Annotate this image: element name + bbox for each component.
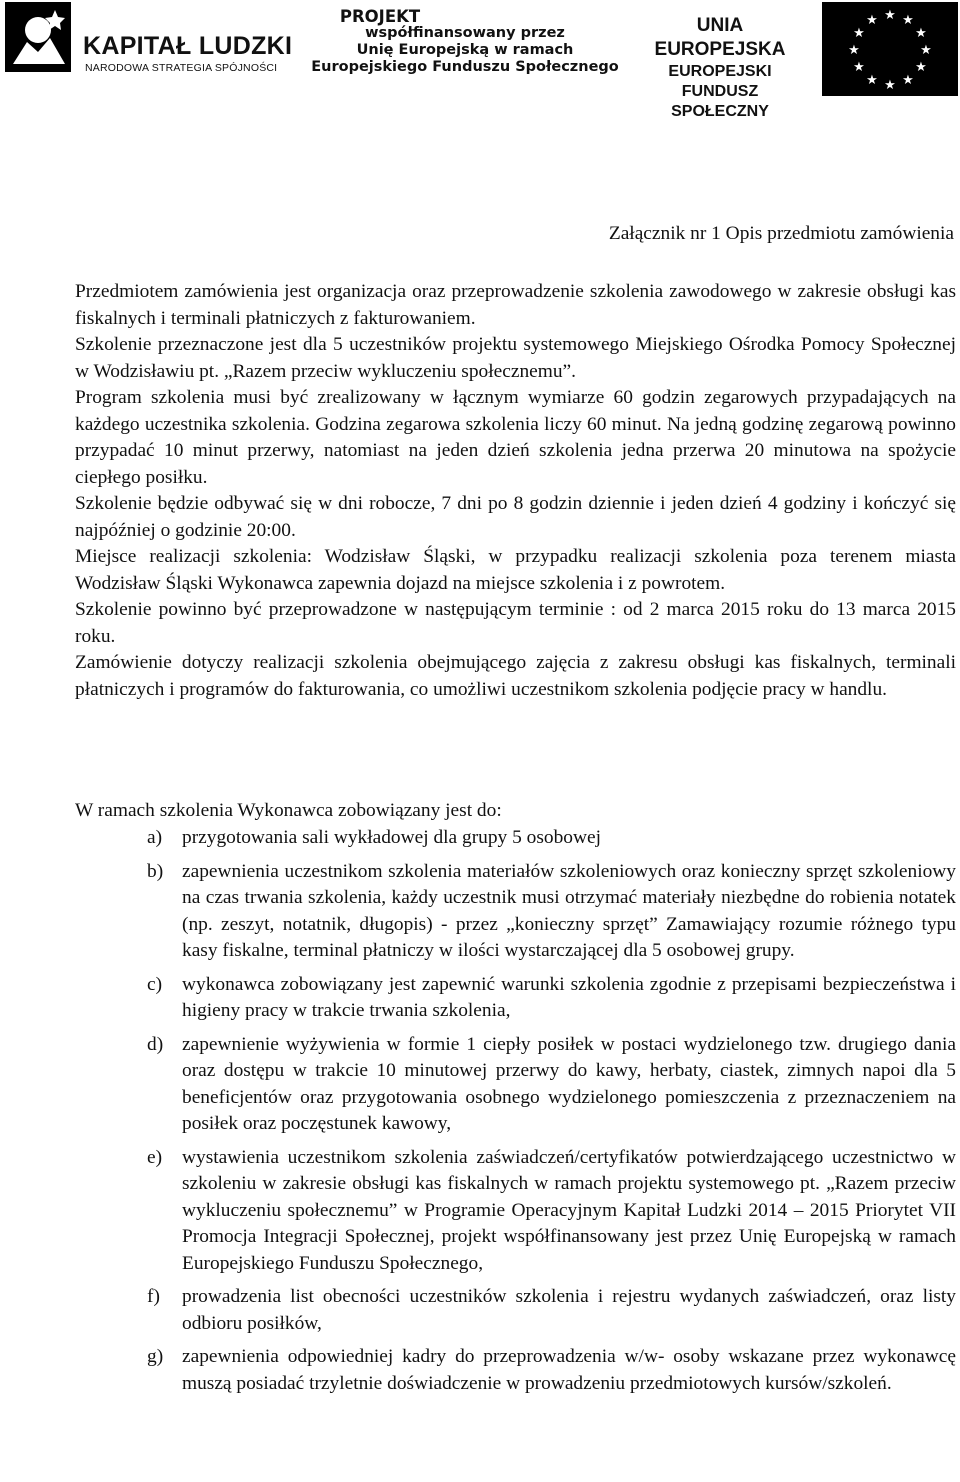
svg-text:★: ★: [848, 42, 860, 57]
svg-text:★: ★: [902, 72, 914, 87]
paragraph: Program szkolenia musi być zrealizowany w łącznym wymiarze 60 godzin zegarowych przypadających na każdego uczestnika szkolenia. Godzina zegarowa szkolenia liczy 60 minut. Na jedną godzinę zegarową powinno przypadać 10 minut przerwy, natomiast na jeden dzień szkolenia jedna przerwa 20 minutowa na spożycie ciepłego posiłku.: [75, 387, 956, 488]
kapital-ludzki-title: KAPITAŁ LUDZKI: [83, 32, 293, 60]
list-item: [75, 1145, 956, 1278]
description-paragraphs: [75, 279, 956, 703]
list-marker: f): [147, 1286, 160, 1307]
list-item: [75, 1284, 956, 1337]
list-item: [75, 859, 956, 965]
list-item: [75, 825, 956, 852]
eu-line: EUROPEJSKI: [668, 63, 772, 80]
list-marker: g): [147, 1346, 164, 1367]
obligations-intro: W ramach szkolenia Wykonawca zobowiązany jest do:: [75, 800, 502, 821]
list-item-text: zapewnienie wyżywienia w formie 1 ciepły posiłek w postaci wydzielonego tzw. drugiego dania oraz dostępu w trakcie 10 minutowej przerwy do kawy, herbaty, ciastek, zimnych napoi dla 5 beneficjentów oraz przygotowania osobnego wydzielonego pomieszczenia z przeznaczeniem na posiłek oraz poczęstunek kawowy,: [182, 1033, 956, 1134]
list-marker: b): [147, 860, 164, 882]
list-item-text: przygotowania sali wykładowej dla grupy 5 osobowej: [182, 827, 601, 848]
svg-text:★: ★: [915, 59, 927, 74]
svg-text:★: ★: [853, 25, 865, 40]
svg-text:★: ★: [866, 72, 878, 87]
svg-text:★: ★: [884, 7, 896, 22]
paragraph: Przedmiotem zamówienia jest organizacja oraz przeprowadzenie szkolenia zawodowego w zakresie obsługi kas fiskalnych i terminali płatniczych z fakturowaniem.: [75, 281, 956, 329]
annex-title: Załącznik nr 1 Opis przedmiotu zamówienia: [608, 223, 954, 244]
list-item: [75, 1344, 956, 1397]
paragraph: Szkolenie przeznaczone jest dla 5 uczestników projektu systemowego Miejskiego Ośrodka Pomocy Społecznej w Wodzisławiu pt. „Razem przeciw wykluczeniu społecznemu”.: [75, 334, 956, 382]
svg-text:★: ★: [884, 77, 896, 92]
svg-text:★: ★: [915, 25, 927, 40]
svg-text:★: ★: [853, 59, 865, 74]
project-line: PROJEKT: [339, 7, 421, 26]
paragraph: Szkolenie powinno być przeprowadzone w następującym terminie : od 2 marca 2015 roku do 13 marca 2015 roku.: [75, 599, 956, 647]
list-item-text: zapewnienia odpowiedniej kadry do przeprowadzenia w/w- osoby wskazane przez wykonawcę muszą posiadać trzyletnie doświadczenie w prowadzeniu przedmiotowych kursów/szkoleń.: [182, 1346, 956, 1394]
list-marker: d): [147, 1033, 164, 1055]
eu-fund-label: [632, 14, 808, 122]
svg-text:★: ★: [902, 12, 914, 27]
list-item-text: wykonawca zobowiązany jest zapewnić warunki szkolenia zgodnie z przepisami bezpieczeństwa i higieny pracy w trakcie trwania szkolenia,: [182, 973, 956, 1021]
svg-text:★: ★: [920, 42, 932, 57]
list-item-text: wystawienia uczestnikom szkolenia zaświadczeń/certyfikatów potwierdzającego uczestnictwo w szkoleniu w zakresie obsługi kas fiskalnych w ramach projektu systemowego pt. „Razem przeciw wykluczeniu społecznemu” w Programie Operacyjnym Kapitał Ludzki 2014 – 2015 Priorytet VII Promocja Integracji Społecznej, projekt współfinansowany jest przez Unię Europejską w ramach Europejskiego Funduszu Społecznego,: [182, 1146, 956, 1274]
paragraph: Szkolenie będzie odbywać się w dni robocze, 7 dni po 8 godzin dziennie i jeden dzień 4 godziny i kończyć się najpóźniej o godzinie 20:00.: [75, 493, 956, 541]
svg-text:★: ★: [866, 12, 878, 27]
kapital-ludzki-emblem-icon: [5, 2, 75, 72]
list-item: [75, 1032, 956, 1138]
project-cofinanced-note: [300, 8, 630, 76]
list-item: [75, 972, 956, 1025]
list-item-text: prowadzenia list obecności uczestników szkolenia i rejestru wydanych zaświadczeń, oraz listy odbioru posiłków,: [182, 1286, 956, 1334]
page-header: [0, 0, 960, 120]
eu-line: FUNDUSZ SPOŁECZNY: [671, 83, 769, 120]
list-marker: e): [147, 1146, 163, 1168]
eu-flag-icon: [822, 2, 958, 96]
list-item-text: zapewnienia uczestnikom szkolenia materiałów szkoleniowych oraz konieczny sprzęt szkoleniowy na czas trwania szkolenia, każdy uczestnik musi otrzymać materiały niezbędne do robienia notatek (np. zeszyt, notatnik, długopis) - przez „konieczny sprzęt” Zamawiający rozumie różnego typu kasy fiskalne, terminal płatniczy w ilości wystarczającej dla 5 osobowej grupy.: [182, 860, 956, 961]
paragraph: Zamówienie dotyczy realizacji szkolenia obejmującego zajęcia z zakresu obsługi kas fiskalnych, terminali płatniczych i programów do fakturowania, co umożliwi uczestnikom szkolenia podjęcie pracy w handlu.: [75, 652, 956, 700]
project-line: współfinansowany przez: [365, 25, 565, 41]
list-marker: c): [147, 973, 163, 995]
project-line: Unię Europejską w ramach: [356, 42, 574, 58]
obligations-list: [75, 825, 956, 1404]
paragraph: Miejsce realizacji szkolenia: Wodzisław Śląski, w przypadku realizacji szkolenia poza terenem miasta Wodzisław Śląski Wykonawca zapewnia dojazd na miejsce szkolenia i z powrotem.: [75, 546, 956, 594]
kapital-ludzki-subtitle: NARODOWA STRATEGIA SPÓJNOŚCI: [85, 62, 278, 74]
project-line: Europejskiego Funduszu Społecznego: [311, 59, 619, 75]
eu-line: UNIA EUROPEJSKA: [654, 15, 786, 60]
list-marker: a): [147, 827, 163, 848]
